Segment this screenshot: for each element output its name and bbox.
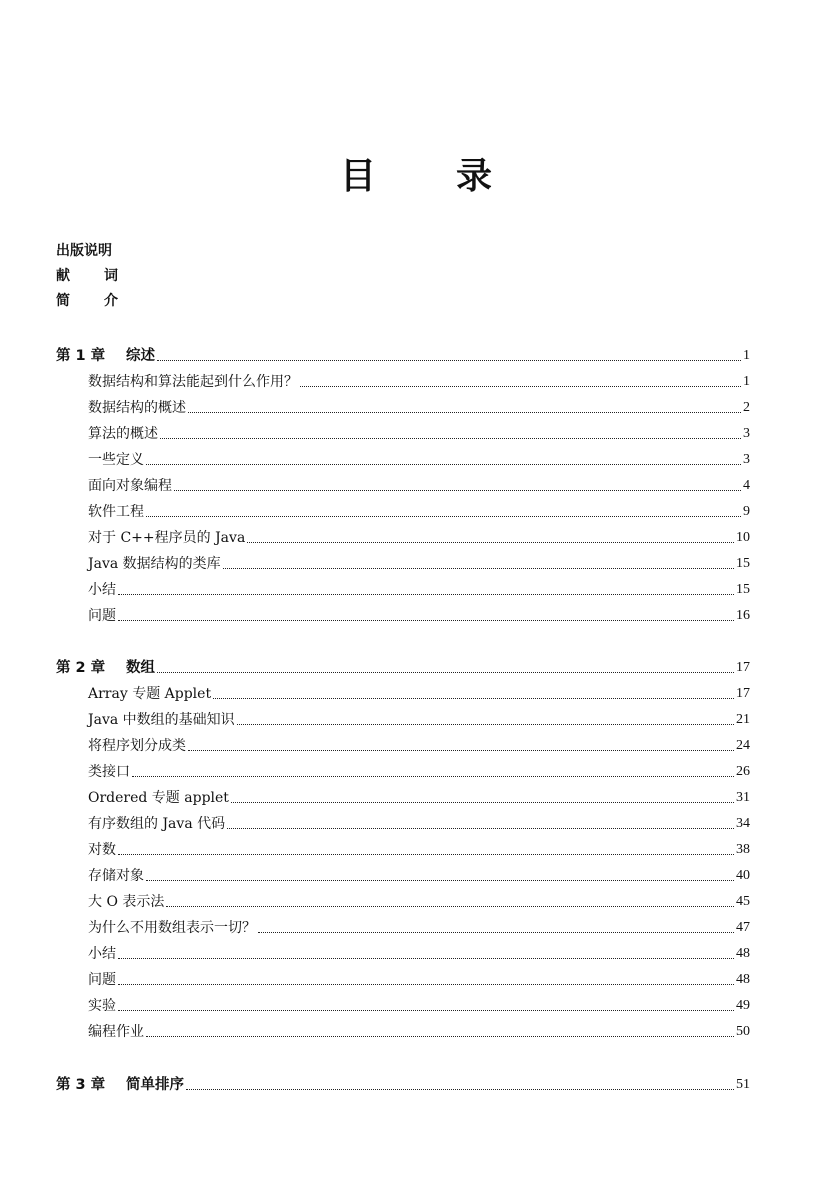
page-number: 45 [736,894,750,909]
page-number: 24 [736,738,750,753]
leader-dots [132,775,734,777]
leader-dots [223,567,734,569]
page-number: 50 [736,1024,750,1039]
leader-dots [258,931,734,933]
toc-entry [88,994,750,1014]
leader-dots [118,853,734,855]
title-char-right: 录 [456,156,495,197]
front-matter-label: 简介 [56,293,118,309]
page-number: 1 [743,374,750,389]
toc-entry [88,604,750,624]
entry-title: 为什么不用数组表示一切？ [88,920,256,936]
leader-dots [146,1035,734,1037]
entry-title: 小结 [88,946,116,962]
entry-title: 有序数组的 Java 代码 [88,816,226,832]
entry-title: 一些定义 [88,452,144,468]
front-matter-item [56,265,118,285]
page-title [0,148,834,199]
page-number: 49 [736,998,750,1013]
entry-title: 问题 [88,972,116,988]
entry-title: 数据结构的概述 [88,400,186,416]
entry-title: 问题 [88,608,116,624]
leader-dots [157,671,734,673]
chapter-number: 第 3 章 [56,1077,106,1093]
toc-entry [88,578,750,598]
toc-chapter-1 [56,344,750,364]
toc-entry [88,1020,750,1040]
leader-dots [146,879,734,881]
leader-dots [146,463,741,465]
entry-title: 算法的概述 [88,426,158,442]
page-number: 48 [736,946,750,961]
entry-title: 大 O 表示法 [88,894,165,910]
leader-dots [157,359,741,361]
page-number: 10 [736,530,750,545]
toc-entry [88,734,750,754]
toc-entry [88,838,750,858]
toc-entry [88,760,750,780]
chapter-title: 综述 [126,348,155,364]
title-char-left: 目 [339,156,378,197]
chapter-title: 数组 [126,660,155,676]
leader-dots [188,411,741,413]
page-number: 38 [736,842,750,857]
toc-entry [88,890,750,910]
front-matter-label: 献词 [56,268,118,284]
page-number: 48 [736,972,750,987]
leader-dots [118,593,734,595]
page-number: 9 [743,504,750,519]
toc-entry [88,864,750,884]
leader-dots [231,801,734,803]
page-number: 3 [743,426,750,441]
leader-dots [146,515,741,517]
leader-dots [300,385,741,387]
leader-dots [118,957,734,959]
entry-title: 面向对象编程 [88,478,172,494]
page-number: 31 [736,790,750,805]
entry-title: 类接口 [88,764,130,780]
toc-entry [88,526,750,546]
entry-title: Array 专题 Applet [88,686,212,702]
page-number: 2 [743,400,750,415]
leader-dots [186,1088,734,1090]
page-number: 15 [736,556,750,571]
toc-entry [88,786,750,806]
page-number: 26 [736,764,750,779]
page-number: 4 [743,478,750,493]
toc-entry [88,448,750,468]
entry-title: 编程作业 [88,1024,144,1040]
page-number: 47 [736,920,750,935]
toc-entry [88,552,750,572]
toc-entry [88,942,750,962]
front-matter-item: 出版说明 [56,243,112,259]
chapter-title: 简单排序 [126,1077,184,1093]
leader-dots [174,489,741,491]
page-number: 40 [736,868,750,883]
entry-title: Java 数据结构的类库 [88,556,221,572]
entry-title: Ordered 专题 applet [88,790,229,806]
toc-entry [88,708,750,728]
chapter-number: 第 1 章 [56,348,106,364]
page-number: 16 [736,608,750,623]
toc-chapter-3 [56,1073,750,1093]
toc-entry [88,422,750,442]
toc-chapter-2 [56,656,750,676]
entry-title: 小结 [88,582,116,598]
chapter-number: 第 2 章 [56,660,106,676]
entry-title: 实验 [88,998,116,1014]
toc-entry [88,968,750,988]
entry-title: 软件工程 [88,504,144,520]
leader-dots [118,1009,734,1011]
page-number: 15 [736,582,750,597]
page-number: 17 [736,686,750,701]
leader-dots [118,619,734,621]
entry-title: Java 中数组的基础知识 [88,712,235,728]
page-number: 21 [736,712,750,727]
toc-entry [88,474,750,494]
toc-entry [88,682,750,702]
leader-dots [118,983,734,985]
toc-entry [88,500,750,520]
leader-dots [247,541,734,543]
entry-title: 存储对象 [88,868,144,884]
page-number: 51 [736,1077,750,1092]
leader-dots [160,437,741,439]
page-number: 34 [736,816,750,831]
toc-entry [88,812,750,832]
entry-title: 将程序划分成类 [88,738,186,754]
leader-dots [227,827,734,829]
page-number: 3 [743,452,750,467]
toc-entry [88,916,750,936]
leader-dots [237,723,734,725]
entry-title: 对于 C++程序员的 Java [88,530,246,546]
page-number: 1 [743,348,750,363]
entry-title: 对数 [88,842,116,858]
leader-dots [166,905,734,907]
front-matter-item [56,290,118,310]
leader-dots [213,697,734,699]
leader-dots [188,749,734,751]
toc-entry [88,370,750,390]
entry-title: 数据结构和算法能起到什么作用？ [88,374,298,390]
page-number: 17 [736,660,750,675]
toc-entry [88,396,750,416]
